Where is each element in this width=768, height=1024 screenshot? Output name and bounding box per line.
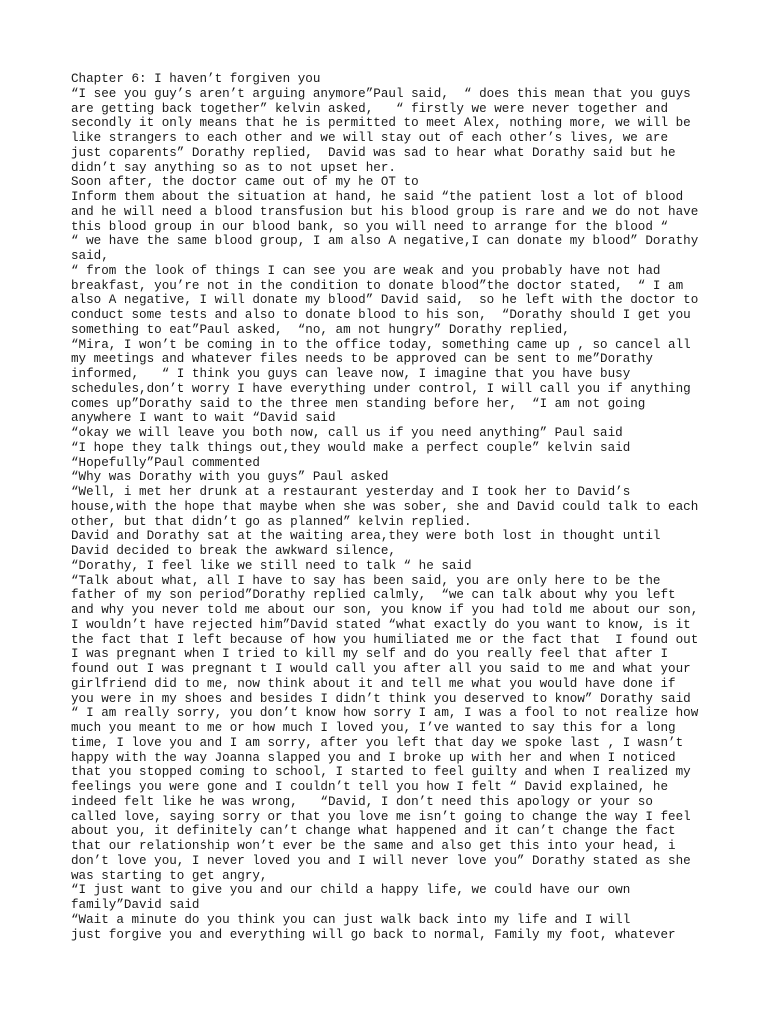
text-line: don’t love you, I never loved you and I will never love you” Dorathy stated as she bbox=[71, 853, 691, 868]
text-line: feelings you were gone and I couldn’t tell you how I felt “ David explained, he bbox=[71, 780, 669, 794]
text-line: “Why was Dorathy with you guys” Paul asked bbox=[71, 470, 389, 485]
text-line: and he will need a blood transfusion but his blood group is rare and we do not have bbox=[71, 204, 699, 219]
text-line: schedules,don’t worry I have everything under control, I will call you if anything bbox=[71, 381, 691, 396]
text-line: time, I love you and I am sorry, after you left that day we spoke last , I wasn’t bbox=[71, 735, 684, 750]
text-line: my meetings and whatever files needs to be approved can be sent to me”Dorathy bbox=[71, 352, 653, 367]
text-line: that our relationship won’t ever be the same and also get this into your head, i bbox=[71, 839, 676, 853]
text-line: was starting to get angry, bbox=[71, 868, 268, 883]
text-line: breakfast, you’re not in the condition to donate blood”the doctor stated, “ I am bbox=[71, 278, 684, 293]
text-line: also A negative, I will donate my blood” David said, so he left with the doctor to bbox=[71, 293, 699, 308]
text-line: much you meant to me or how much I loved you, I’ve wanted to say this for a long bbox=[71, 721, 676, 735]
text-line: girlfriend did to me, now think about it and tell me what you would have done if bbox=[71, 676, 676, 691]
text-line: family”David said bbox=[71, 898, 200, 912]
chapter-title: Chapter 6: I haven’t forgiven you bbox=[71, 72, 321, 86]
text-line: Inform them about the situation at hand, he said “the patient lost a lot of blood bbox=[71, 190, 684, 204]
text-line: the fact that I left because of how you humiliated me or the fact that I found out bbox=[71, 632, 699, 647]
text-line: “ I am really sorry, you don’t know how sorry I am, I was a fool to not realize how bbox=[71, 706, 699, 721]
text-line: I was pregnant when I tried to kill my self and do you really feel that after I bbox=[71, 647, 669, 662]
text-line: conduct some tests and also to donate blood to his son, “Dorathy should I get you bbox=[71, 308, 691, 322]
text-line: “I see you guy’s aren’t arguing anymore”Paul said, “ does this mean that you guys bbox=[71, 86, 691, 101]
text-line: you were in my shoes and besides I didn’t think you deserved to know” Dorathy said bbox=[71, 691, 691, 706]
text-line: like strangers to each other and we will stay out of each other’s lives, we are bbox=[71, 131, 669, 145]
text-line: just forgive you and everything will go back to normal, Family my foot, whatever bbox=[71, 927, 676, 942]
text-line: and why you never told me about our son, you know if you had told me about our son, bbox=[71, 603, 699, 617]
text-line: “Dorathy, I feel like we still need to talk “ he said bbox=[71, 558, 472, 573]
text-line: “Hopefully”Paul commented bbox=[71, 455, 260, 470]
text-line: “I hope they talk things out,they would make a perfect couple” kelvin said bbox=[71, 440, 631, 455]
text-line: indeed felt like he was wrong, “David, I don’t need this apology or your so bbox=[71, 794, 653, 809]
text-line: just coparents” Dorathy replied, David was sad to hear what Dorathy said but he bbox=[71, 145, 676, 160]
text-line: “Well, i met her drunk at a restaurant yesterday and I took her to David’s bbox=[71, 485, 631, 499]
text-line: are getting back together” kelvin asked, “ firstly we were never together and bbox=[71, 101, 669, 116]
text-line: something to eat”Paul asked, “no, am not hungry” Dorathy replied, bbox=[71, 322, 570, 337]
text-line: house,with the hope that maybe when she was sober, she and David could talk to each bbox=[71, 499, 699, 514]
text-line: “ we have the same blood group, I am also A negative,I can donate my blood” Dorathy bbox=[71, 234, 699, 249]
text-line: secondly it only means that he is permitted to meet Alex, nothing more, we will be bbox=[71, 116, 691, 131]
text-line: informed, “ I think you guys can leave now, I imagine that you have busy bbox=[71, 367, 631, 381]
text-line: called love, saying sorry or that you love me isn’t going to change the way I feel bbox=[71, 809, 691, 824]
text-line: “Mira, I won’t be coming in to the office today, something came up , so cancel all bbox=[71, 337, 691, 352]
text-line: didn’t say anything so as to not upset her. bbox=[71, 160, 396, 175]
text-line: “Wait a minute do you think you can just walk back into my life and I will bbox=[71, 912, 631, 927]
text-line: “okay we will leave you both now, call us if you need anything” Paul said bbox=[71, 426, 623, 440]
text-line: happy with the way Joanna slapped you and I broke up with her and when I noticed bbox=[71, 750, 676, 765]
text-line: found out I was pregnant t I would call you after all you said to me and what your bbox=[71, 662, 691, 676]
text-line: “I just want to give you and our child a happy life, we could have our own bbox=[71, 883, 631, 898]
text-line: “Talk about what, all I have to say has been said, you are only here to be the bbox=[71, 573, 661, 588]
chapter-text-body bbox=[71, 72, 711, 942]
text-line: “ from the look of things I can see you are weak and you probably have not had bbox=[71, 263, 661, 278]
text-line: anywhere I want to wait “David said bbox=[71, 411, 336, 426]
text-line: David and Dorathy sat at the waiting area,they were both lost in thought until bbox=[71, 529, 661, 544]
text-line: about you, it definitely can’t change what happened and it can’t change the fact bbox=[71, 824, 676, 839]
text-line: said, bbox=[71, 249, 109, 263]
text-line: I wouldn’t have rejected him”David stated “what exactly do you want to know, is it bbox=[71, 617, 691, 632]
text-line: other, but that didn’t go as planned” kelvin replied. bbox=[71, 514, 472, 529]
text-line: Soon after, the doctor came out of my he OT to bbox=[71, 175, 419, 190]
text-line: comes up”Dorathy said to the three men standing before her, “I am not going bbox=[71, 396, 646, 411]
text-line: that you stopped coming to school, I started to feel guilty and when I realized my bbox=[71, 765, 691, 780]
text-line: David decided to break the awkward silence, bbox=[71, 544, 396, 558]
text-line: this blood group in our blood bank, so you will need to arrange for the blood “ bbox=[71, 219, 669, 234]
text-line: father of my son period”Dorathy replied calmly, “we can talk about why you left bbox=[71, 588, 676, 603]
